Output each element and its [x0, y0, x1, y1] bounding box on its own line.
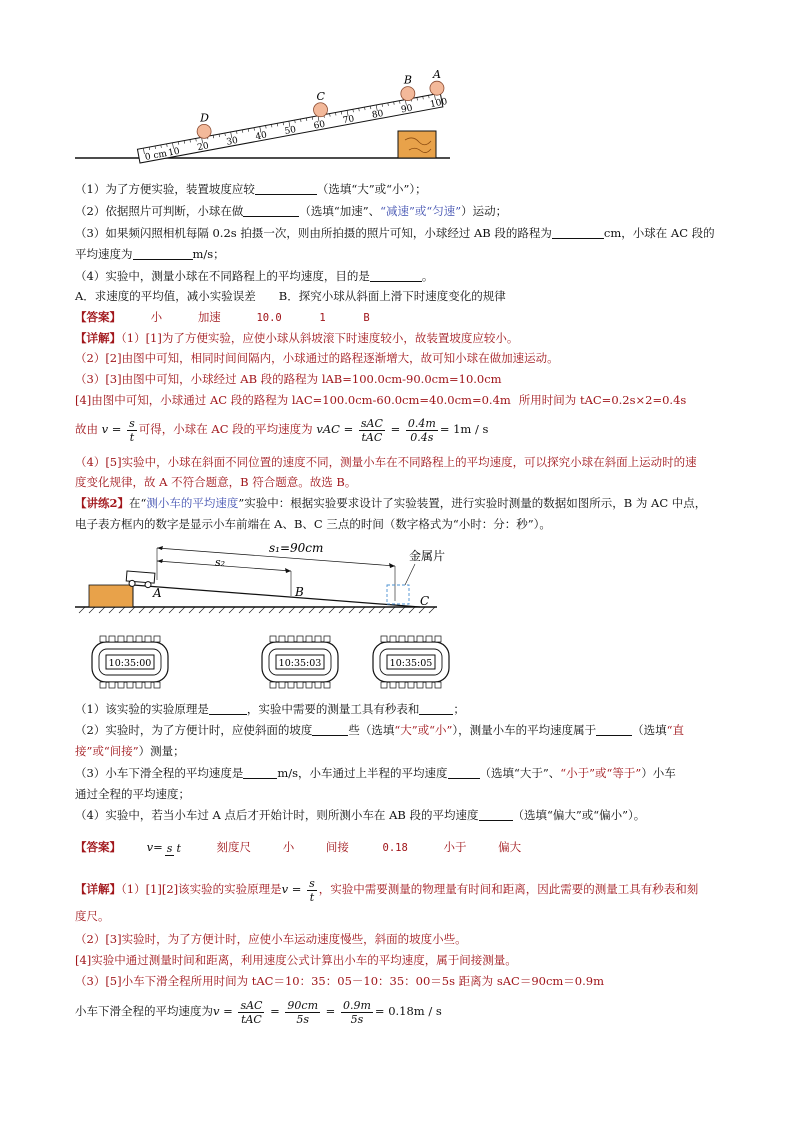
ball-c [314, 103, 328, 117]
label-s1: s₁=90cm [269, 541, 324, 555]
q2-part2: （2）实验时，为了方便计时，应使斜面的坡度 些（选填“大”或“小”），测量小车的平均速度属于 （选填“直 [75, 723, 684, 737]
timer-reading: 10:35:05 [389, 658, 433, 669]
q2-detail-3: [4]实验中通过测量时间和距离，利用速度公式计算出小车的平均速度，属于间接测量。 [75, 953, 517, 967]
q2-detail-1-cont: 度尺。 [75, 909, 110, 923]
blank[interactable] [243, 204, 299, 217]
blank[interactable] [419, 702, 453, 715]
cart-incline-figure [75, 535, 475, 695]
ball-label: C [316, 89, 325, 103]
q1-detail-6: （4）[5]实验中，小球在斜面不同位置的速度不同，测量小车在不同路程上的平均速度，可以探究小球在斜面上运动时的速 [75, 455, 697, 469]
ball-b [401, 87, 415, 101]
electronic-timer [92, 636, 168, 688]
q2-part3-cont: 通过全程的平均速度； [75, 787, 190, 801]
blank[interactable] [448, 766, 480, 779]
q2-title-cont: 电子表方框内的数字是显示小车前端在 A、B、C 三点的时间（数字格式为“小时：分：秒”）。 [75, 517, 551, 531]
q2-detail-1: 【详解】（1）[1][2]该实验的实验原理是v = $\frac{s}{t}$ ，实验中需要测量的物理量有时间和距离，因此需要的测量工具有秒表和刻 [75, 876, 699, 904]
ball-d [197, 124, 211, 138]
q2-answer-row: 【答案】 v=s t 刻度尺 小 间接 0.18 小于 偏大 [75, 840, 522, 855]
q2-detail-4: （3）[5]小车下滑全程所用时间为 tAC＝10：35：05－10：35：00＝5s 距离为 sAC＝90cm＝0.9m [75, 974, 604, 988]
blank[interactable] [255, 182, 317, 195]
blank[interactable] [312, 723, 348, 736]
q1-detail-5: 故由 v = $\frac{s}{t}$ 可得，小球在 AC 段的平均速度为 vAC = $\frac{\text{sAC}}{\text{tAC}}$ = $\frac{0.4m}{0.4s}$ = 1m / s [75, 416, 489, 444]
q2-title: 【讲练2】在“测小车的平均速度”实验中：根据实验要求设计了实验装置，进行实验时测量的数据如图所示，B 为 AC 中点， [75, 496, 707, 510]
timer-reading: 10:35:03 [278, 658, 322, 669]
ruler-label: 20 [196, 141, 210, 154]
blank[interactable] [243, 766, 277, 779]
ball-a [430, 81, 444, 95]
timer-reading: 10:35:00 [108, 658, 152, 669]
ruler-label: 10 [167, 146, 181, 159]
q1-part3-cont: 平均速度为 m/s； [75, 247, 225, 261]
q1-detail-2: （2）[2]由图中可知，相同时间间隔内，小球通过的路程逐渐增大，故可知小球在做加速运动。 [75, 351, 559, 365]
ruler-label: 0 cm [144, 149, 168, 163]
electronic-timer [262, 636, 338, 688]
label-point-c: C [420, 594, 430, 608]
label-metal-sheet: 金属片 [409, 549, 446, 563]
blank[interactable] [209, 702, 247, 715]
label-point-b: B [295, 585, 304, 599]
timers [92, 636, 449, 688]
ruler-label: 80 [371, 108, 385, 121]
ruler-label: 70 [342, 114, 356, 127]
ruler-label: 100 [429, 97, 449, 111]
q1-detail-6-cont: 度变化规律，故 A 不符合题意，B 符合题意。故选 B。 [75, 475, 357, 489]
ruler-label: 90 [400, 103, 414, 116]
incline-ruler-figure [75, 68, 455, 173]
ball-label: B [403, 73, 412, 87]
blank[interactable] [133, 247, 193, 260]
q2-part1: （1）该实验的实验原理是 ，实验中需要的测量工具有秒表和 ； [75, 702, 465, 716]
ruler-label: 40 [254, 130, 268, 143]
electronic-timer [373, 636, 449, 688]
ball-label: D [200, 111, 209, 125]
q2-part2-cont: 接”或“间接”）测量； [75, 744, 185, 758]
blank[interactable] [596, 723, 632, 736]
q2-detail-5: 小车下滑全程的平均速度为v = $\frac{\text{sAC}}{\text{tAC}}$ = $\frac{90cm}{5s}$ = $\frac{0.9m}{5s}$ = 0.18m / s [75, 998, 442, 1026]
ruler-label: 50 [283, 125, 297, 138]
blank[interactable] [552, 226, 604, 239]
q2-part3: （3）小车下滑全程的平均速度是 m/s，小车通过上半程的平均速度 （选填“大于”、“小于”或“等于”）小车 [75, 766, 676, 780]
q2-part4: （4）实验中，若当小车过 A 点后才开始计时，则所测小车在 AB 段的平均速度 （选填“偏大”或“偏小”）。 [75, 808, 646, 822]
label-s2: s₂ [215, 556, 226, 569]
q1-detail-3: （3）[3]由图中可知，小球经过 AB 段的路程为 lAB=100.0cm-90.0cm=10.0cm [75, 372, 502, 386]
q1-part1: （1）为了方便实验，装置坡度应较 （选填“大”或“小”）； [75, 182, 427, 196]
q1-part4: （4）实验中，测量小球在不同路程上的平均速度，目的是 。 [75, 269, 434, 283]
label-point-a: A [153, 586, 162, 600]
ruler-label: 30 [225, 135, 239, 148]
ball-label: A [432, 68, 441, 82]
ruler-label: 60 [312, 119, 327, 132]
q2-detail-2: （2）[3]实验时，为了方便计时，应使小车运动速度慢些，斜面的坡度小些。 [75, 932, 467, 946]
blank[interactable] [479, 808, 513, 821]
q1-detail-1: 【详解】（1）[1]为了方便实验，应使小球从斜坡滚下时速度较小，故装置坡度应较小。 [75, 331, 519, 345]
blank[interactable] [370, 269, 422, 282]
q1-part2: （2）依据照片可判断，小球在做 （选填“加速”、“减速”或“匀速”）运动； [75, 204, 508, 218]
q1-detail-4: [4]由图中可知，小球通过 AC 段的路程为 lAC=100.0cm-60.0cm=40.0cm=0.4m 所用时间为 tAC=0.2s×2=0.4s [75, 393, 687, 407]
q1-answer-row: 【答案】 小 加速 10.0 1 B [75, 310, 370, 324]
q1-part3: （3）如果频闪照相机每隔 0.2s 拍摄一次，则由所拍摄的照片可知，小球经过 AB 段的路程为 cm，小球在 AC 段的 [75, 226, 715, 240]
q1-options: A．求速度的平均值，减小实验误差 B．探究小球从斜面上滑下时速度变化的规律 [75, 289, 506, 303]
